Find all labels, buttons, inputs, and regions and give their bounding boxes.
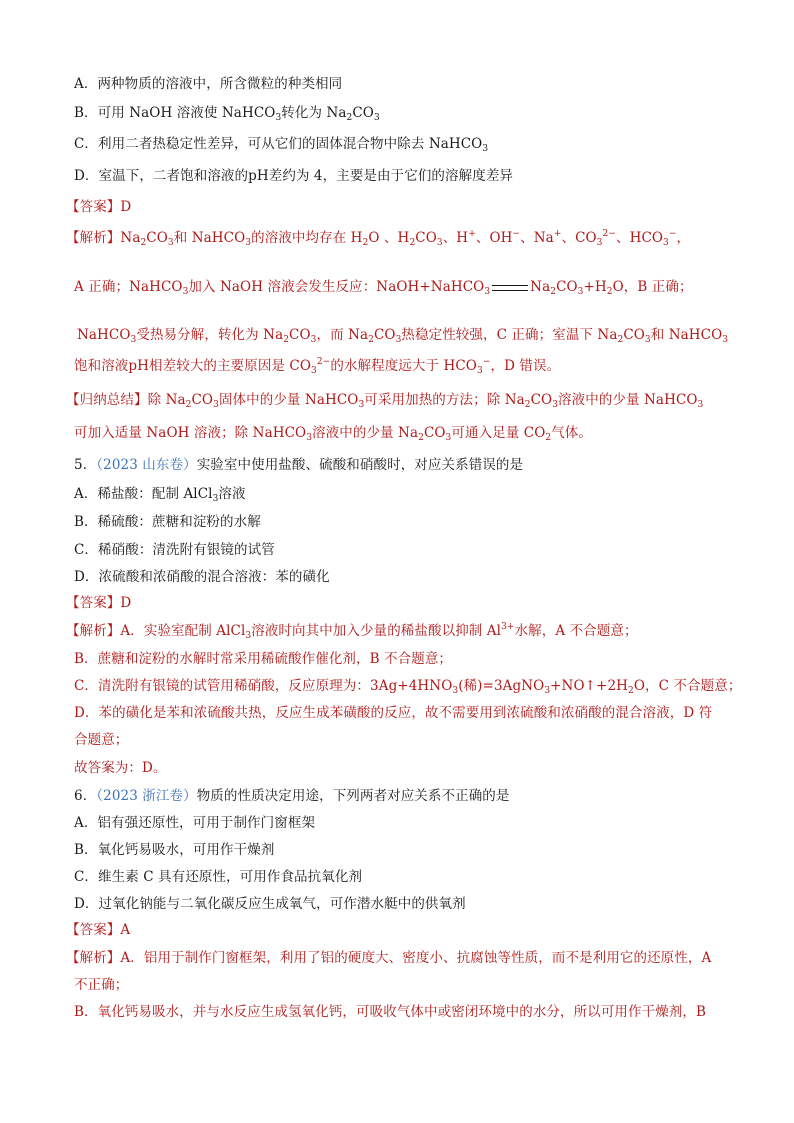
q5-option-c: C．稀硝酸：清洗附有银镜的试管 — [74, 542, 275, 558]
q6-option-c: C．维生素 C 具有还原性，可用作食品抗氧化剂 — [74, 869, 363, 885]
q4-summary-line-1: 【归纳总结】除 $Na_2CO_3$固体中的少量 NaHCO$_3$可采用加热的方法；除 $Na_2CO_3$溶液中的少量 NaHCO$_3$ — [66, 392, 704, 410]
q5-analysis-line-1: 【解析】A．实验室配制 AlCl$_3$溶液时向其中加入少量的稀盐酸以抑制 $Al^{3+}$水解，A 不合题意； — [66, 622, 638, 641]
q4-analysis-line-2: A 正确；NaHCO$_3$加入 NaOH 溶液会发生反应：NaOH+NaHCO$_3$ $Na_2CO_3+H_2O$，B 正确； — [74, 279, 693, 297]
q6-analysis-line-1: 【解析】A．铝用于制作门窗框架，利用了铝的硬度大、密度小、抗腐蚀等性质，而不是利用它的还原性，A — [66, 950, 712, 966]
q6-option-b: B．氧化钙易吸水，可用作干燥剂 — [74, 842, 275, 858]
q5-analysis-line-3: C．清洗附有银镜的试管用稀硝酸，反应原理为：$3Ag+4HNO_3$(稀)$=3AgNO_3+NO↑+2H_2O$，C 不合题意； — [74, 678, 742, 696]
equals-arrow-icon — [492, 285, 528, 291]
q6-option-d: D．过氧化钠能与二氧化碳反应生成氧气，可作潜水艇中的供氧剂 — [74, 896, 466, 912]
q6-answer: 【答案】A — [66, 922, 131, 938]
q5-option-d: D．浓硫酸和浓硝酸的混合溶液：苯的磺化 — [74, 569, 330, 585]
q5-stem: 5．（2023 山东卷）实验室中使用盐酸、硫酸和硝酸时，对应关系错误的是 — [74, 457, 524, 473]
q4-analysis-line-1: 【解析】$Na_2CO_3$和 NaHCO$_3$的溶液中均存在 $H_2O$ 、$H_2CO_3$、H+、OH−、Na+、$CO_3^{2-}$、$HCO_3^-$， — [66, 229, 691, 248]
q4-option-a: A．两种物质的溶液中，所含微粒的种类相同 — [74, 76, 343, 92]
q6-source: （2023 浙江卷） — [96, 788, 197, 804]
q6-stem: 6．（2023 浙江卷）物质的性质决定用途，下列两者对应关系不正确的是 — [74, 788, 510, 804]
q5-option-b: B．稀硫酸：蔗糖和淀粉的水解 — [74, 514, 261, 530]
q4-option-b: B．可用 NaOH 溶液使 NaHCO$_3$转化为 $Na_2CO_3$ — [74, 105, 380, 123]
q5-conclusion: 故答案为：D。 — [74, 760, 167, 776]
q6-analysis-line-3: B．氧化钙易吸水，并与水反应生成氢氧化钙，可吸收气体中或密闭环境中的水分，所以可用作干燥剂，B — [74, 1004, 707, 1020]
q5-analysis-line-4: D．苯的磺化是苯和浓硫酸共热，反应生成苯磺酸的反应，故不需要用到浓硫酸和浓硝酸的混合溶液，D 符 — [74, 705, 713, 721]
q4-analysis-line-3: NaHCO$_3$受热易分解，转化为 $Na_2CO_3$，而 $Na_2CO_3$热稳定性较强，C 正确；室温下 $Na_2CO_3$和 NaHCO$_3$ — [77, 327, 729, 345]
q5-source: （2023 山东卷） — [96, 457, 197, 473]
q5-answer: 【答案】D — [66, 595, 132, 611]
q5-option-a: A．稀盐酸：配制 AlCl$_3$溶液 — [74, 486, 246, 504]
q4-option-d: D．室温下，二者饱和溶液的pH差约为 4，主要是由于它们的溶解度差异 — [74, 168, 514, 184]
q4-answer: 【答案】D — [66, 199, 132, 215]
q6-option-a: A．铝有强还原性，可用于制作门窗框架 — [74, 815, 316, 831]
q5-analysis-line-2: B．蔗糖和淀粉的水解时常采用稀硫酸作催化剂，B 不合题意； — [74, 651, 453, 667]
q4-analysis-line-4: 饱和溶液pH相差较大的主要原因是 $CO_3^{2-}$的水解程度远大于 $HCO_3^-$，D 错误。 — [74, 357, 561, 376]
q6-analysis-line-2: 不正确； — [74, 977, 129, 993]
q5-analysis-line-5: 合题意； — [74, 732, 129, 748]
q4-summary-line-2: 可加入适量 NaOH 溶液；除 NaHCO$_3$溶液中的少量 $Na_2CO_3$可通入足量 $CO_2$气体。 — [74, 425, 593, 443]
q4-option-c: C．利用二者热稳定性差异，可从它们的固体混合物中除去 NaHCO$_3$ — [74, 136, 489, 154]
